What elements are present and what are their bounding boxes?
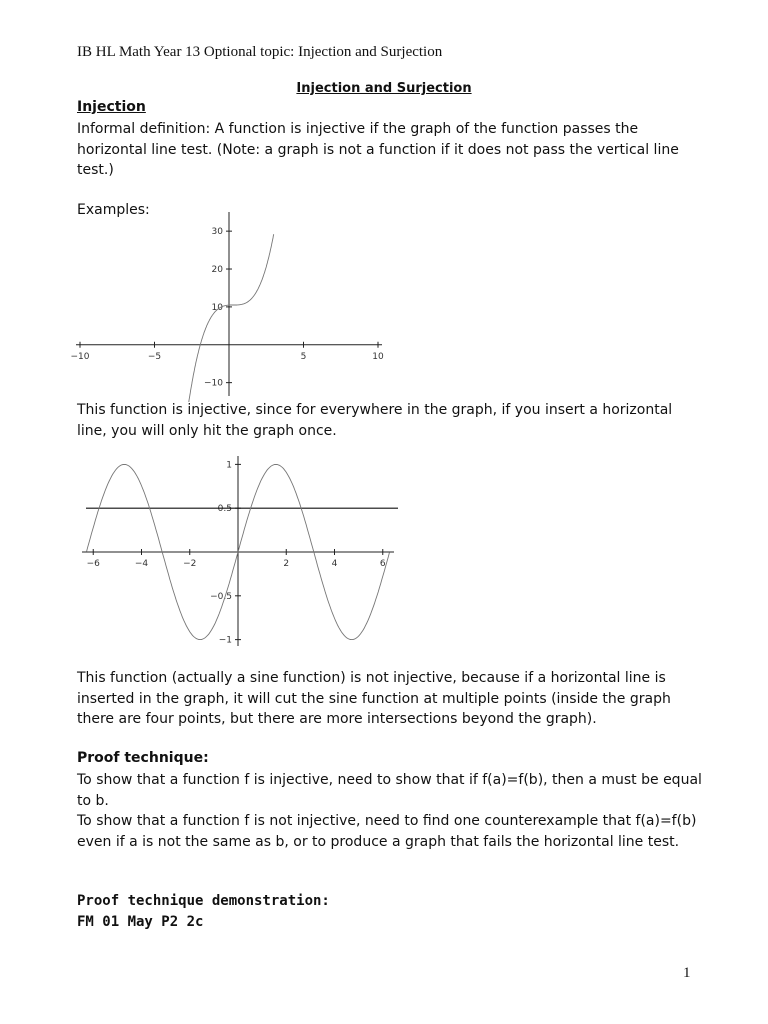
y-tick-label: 10 <box>211 302 223 313</box>
section-heading-injection: Injection <box>77 99 146 115</box>
page-header: IB HL Math Year 13 Optional topic: Injection and Surjection <box>77 44 443 60</box>
examples-label: Examples: <box>77 202 150 218</box>
informal-definition-paragraph: Informal definition: A function is injective if the graph of the function passes the horizontal line test. (Note: a graph is not a function if it does not pass the vertical line test.) <box>77 121 679 178</box>
sine-function-graph <box>72 452 412 652</box>
y-tick-label: 20 <box>211 265 223 276</box>
y-tick-label: −1 <box>218 635 232 646</box>
x-tick-label: 2 <box>283 559 290 569</box>
proof-technique-heading: Proof technique: <box>77 750 209 766</box>
x-tick-label: −10 <box>70 351 90 362</box>
proof-demo-heading: Proof technique demonstration: <box>77 893 330 909</box>
page-number: 1 <box>683 965 691 981</box>
proof-demo-reference: FM 01 May P2 2c <box>77 914 204 930</box>
proof-injective-line: To show that a function f is injective, need to show that if f(a)=f(b), then a must be equal to b. <box>77 772 702 809</box>
injective-function-graph <box>70 212 390 402</box>
proof-technique-body <box>77 770 707 852</box>
x-tick-label: −6 <box>86 559 100 569</box>
injective-explanation-paragraph: This function is injective, since for everywhere in the graph, if you insert a horizontal line, you will only hit the graph once. <box>77 402 673 439</box>
y-tick-label: −10 <box>204 378 223 389</box>
proof-not-injective-line: To show that a function f is not injective, need to find one counterexample that f(a)=f(b) even if a is not the same as b, or to produce a graph that fails the horizontal line test. <box>77 813 697 850</box>
y-tick-label: 0.5 <box>217 504 232 515</box>
sine-explanation-paragraph: This function (actually a sine function) is not injective, because if a horizontal line is inserted in the graph, it will cut the sine function at multiple points (inside the graph there are four points, but there are more intersections beyond the graph). <box>77 670 671 727</box>
x-tick-label: 6 <box>379 559 386 569</box>
x-tick-label: 5 <box>300 351 307 362</box>
x-tick-label: 10 <box>372 351 384 362</box>
x-tick-label: 4 <box>331 559 338 569</box>
y-tick-label: 30 <box>211 227 223 238</box>
document-title: Injection and Surjection <box>296 81 472 96</box>
y-tick-label: 1 <box>226 460 232 471</box>
x-tick-label: −2 <box>183 559 197 569</box>
x-tick-label: −4 <box>134 559 149 569</box>
y-tick-label: −0.5 <box>210 591 232 602</box>
x-tick-label: −5 <box>147 351 162 362</box>
